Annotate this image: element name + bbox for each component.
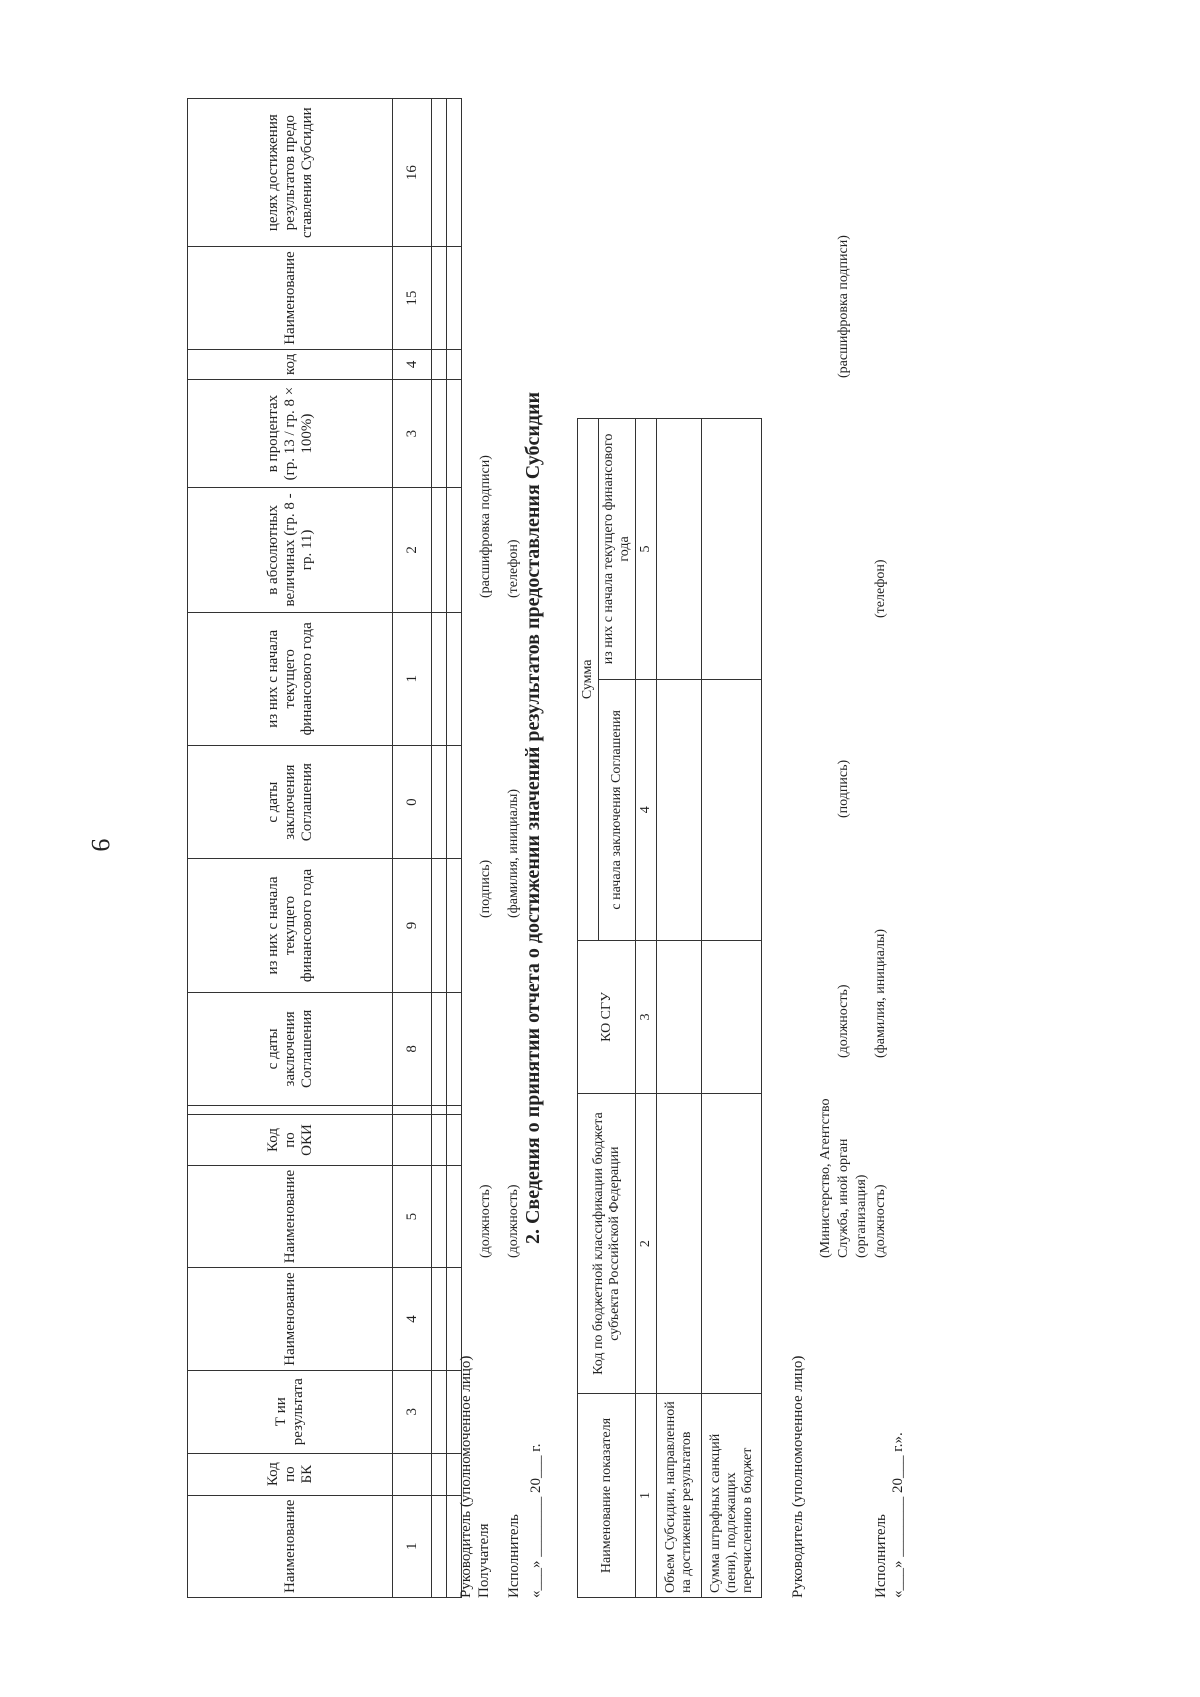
header-cell: Код по бюджетной классификации бюджета субъекта Российской Федерации bbox=[578, 1094, 636, 1394]
number-cell: 0 bbox=[393, 745, 432, 859]
header-cell: из них с начала текущего финансового года bbox=[188, 859, 393, 992]
recipient-label: Получателя bbox=[476, 1523, 492, 1598]
signature-caption: (подпись) bbox=[836, 759, 851, 818]
section-title: 2. Сведения о принятии отчета о достижении значений результатов предоставления Субсидии bbox=[522, 391, 544, 1245]
acceptance-table bbox=[577, 418, 762, 1598]
number-cell bbox=[393, 1106, 432, 1115]
header-cell: Наименование bbox=[188, 247, 393, 349]
number-cell: 15 bbox=[393, 247, 432, 349]
position-caption: (должность) bbox=[506, 1184, 521, 1258]
decode-caption: (расшифровка подписи) bbox=[478, 455, 493, 598]
header-cell: Наименование bbox=[188, 1268, 393, 1370]
number-cell: 5 bbox=[636, 419, 657, 680]
executor-label: Исполнитель bbox=[873, 1514, 889, 1598]
number-cell: 3 bbox=[393, 380, 432, 488]
header-cell: из них с начала текущего финансового года bbox=[188, 612, 393, 745]
number-cell: 16 bbox=[393, 99, 432, 247]
position-caption: (должность) bbox=[873, 1184, 888, 1258]
phone-caption: (телефон) bbox=[873, 559, 888, 618]
header-cell: Наименование показателя bbox=[578, 1394, 636, 1598]
head-label: Руководитель (уполномоченное лицо) bbox=[458, 1355, 474, 1598]
number-cell: 8 bbox=[393, 992, 432, 1106]
header-cell: с даты заключения Соглашения bbox=[188, 992, 393, 1106]
header-cell: в процентах (гр. 13 / гр. 8 × 100%) bbox=[188, 380, 393, 488]
number-cell bbox=[393, 1115, 432, 1166]
table-row bbox=[432, 99, 447, 1598]
table-number-row bbox=[393, 99, 432, 1598]
header-cell: с начала заключения Соглашения bbox=[599, 679, 636, 940]
number-cell bbox=[393, 1453, 432, 1495]
header-cell: Наименование bbox=[188, 1495, 393, 1597]
org-caption: (Министерство, Агентство Служба, иной орган (организация) bbox=[818, 1098, 869, 1258]
row-label: Объем Субсидии, направленной на достижение результатов bbox=[657, 1394, 702, 1598]
header-cell: в абсолютных величинах (гр. 8 - гр. 11) bbox=[188, 488, 393, 613]
number-cell: 4 bbox=[636, 679, 657, 940]
signature-caption: (подпись) bbox=[478, 859, 493, 918]
header-cell: Т ии результата bbox=[188, 1370, 393, 1453]
number-cell: 1 bbox=[393, 1495, 432, 1597]
table-header-row bbox=[188, 99, 393, 1598]
header-cell: Код по ОКИ bbox=[188, 1115, 393, 1166]
number-cell: 3 bbox=[636, 940, 657, 1094]
number-cell: 4 bbox=[393, 349, 432, 379]
name-caption: (фамилия, инициалы) bbox=[873, 928, 888, 1058]
rotated-sheet bbox=[127, 78, 907, 1618]
row-label: Сумма штрафных санкций (пени), подлежащих перечислению в бюджет bbox=[702, 1394, 762, 1598]
phone-caption: (телефон) bbox=[506, 539, 521, 598]
executor-label: Исполнитель bbox=[506, 1514, 522, 1598]
number-cell: 5 bbox=[393, 1165, 432, 1267]
results-table bbox=[187, 98, 462, 1598]
head-label: Руководитель (уполномоченное лицо) bbox=[790, 1355, 806, 1598]
page-number: 9 bbox=[86, 838, 115, 852]
date-line: «___» ________ 20___ г.». bbox=[890, 1432, 906, 1598]
header-cell: Код по БК bbox=[188, 1453, 393, 1495]
header-cell: Сумма bbox=[578, 419, 599, 941]
number-cell: 1 bbox=[393, 612, 432, 745]
header-cell: КО СГУ bbox=[578, 940, 636, 1094]
name-caption: (фамилия, инициалы) bbox=[506, 788, 521, 918]
number-cell: 4 bbox=[393, 1268, 432, 1370]
header-cell: код bbox=[188, 349, 393, 379]
number-cell: 9 bbox=[393, 859, 432, 992]
header-cell bbox=[188, 1106, 393, 1115]
position-caption: (должность) bbox=[478, 1184, 493, 1258]
position-caption: (должность) bbox=[836, 984, 851, 1058]
number-cell: 1 bbox=[636, 1394, 657, 1598]
date-line: «___» ________ 20___ г. bbox=[528, 1443, 544, 1598]
decode-caption: (расшифровка подписи) bbox=[836, 235, 851, 378]
header-cell: Наименование bbox=[188, 1165, 393, 1267]
number-cell: 2 bbox=[393, 488, 432, 613]
number-cell: 3 bbox=[393, 1370, 432, 1453]
header-cell: целях достижения результатов предо ставления Субсидии bbox=[188, 99, 393, 247]
header-cell: с даты заключения Соглашения bbox=[188, 745, 393, 859]
header-cell: из них с начала текущего финансового года bbox=[599, 419, 636, 680]
number-cell: 2 bbox=[636, 1094, 657, 1394]
